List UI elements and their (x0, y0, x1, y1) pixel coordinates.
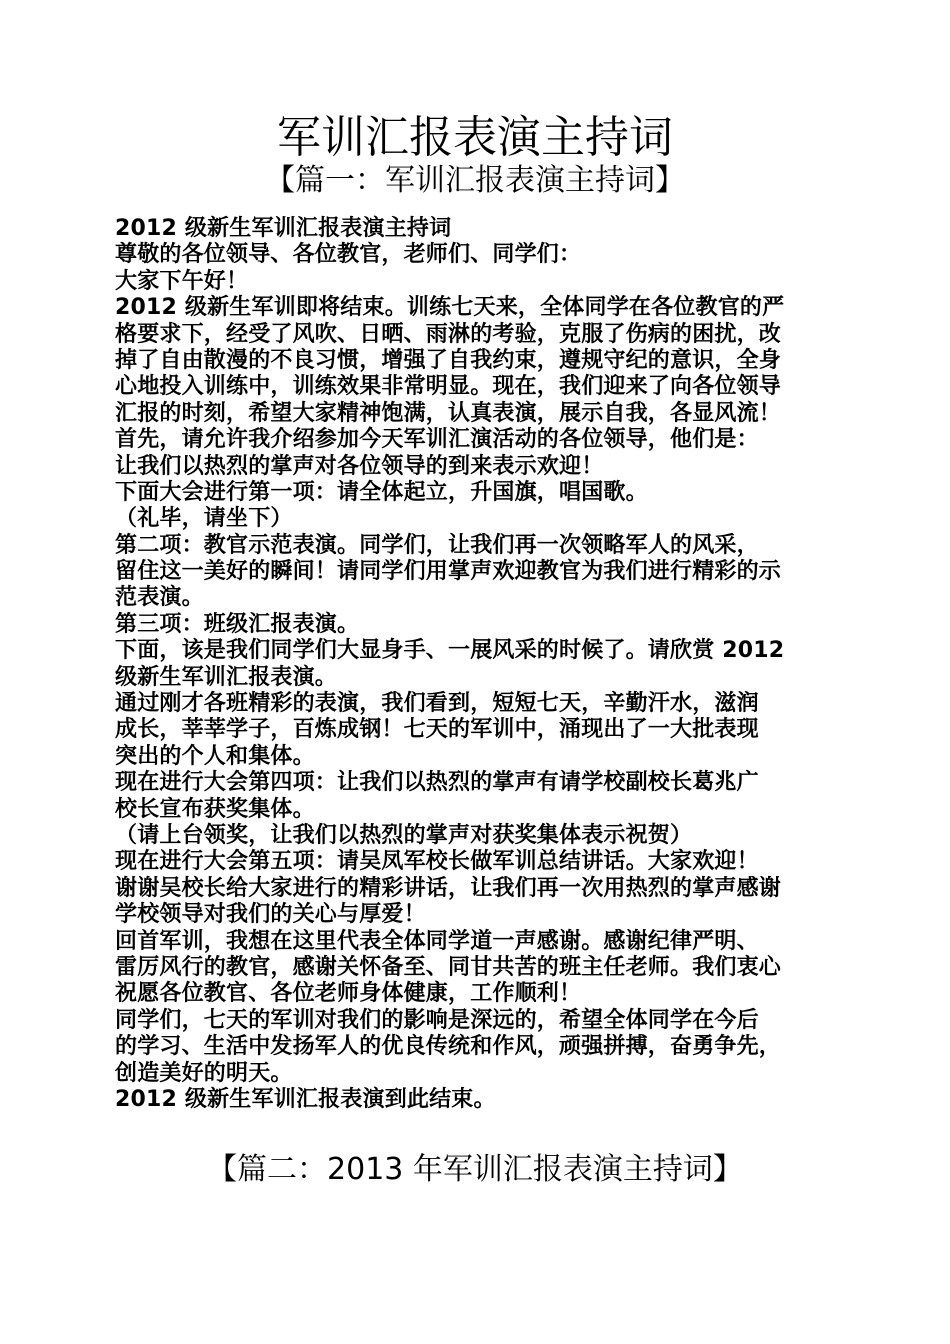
body-line: 2012 级新生军训汇报表演到此结束。 (115, 1086, 496, 1112)
body-line: 通过刚才各班精彩的表演，我们看到，短短七天，辛勤汗水，滋润 (115, 691, 759, 717)
body-line: 第三项：班级汇报表演。 (115, 611, 360, 637)
body-line: 范表演。 (115, 585, 204, 611)
body-line: 尊敬的各位领导、各位教官，老师们、同学们： (115, 242, 582, 268)
document-title: 军训汇报表演主持词 (277, 112, 673, 163)
body-line: 现在进行大会第四项：让我们以热烈的掌声有请学校副校长葛兆广 (115, 770, 759, 796)
body-line: 首先，请允许我介绍参加今天军训汇演活动的各位领导，他们是： (115, 427, 759, 453)
body-line: 心地投入训练中，训练效果非常明显。现在，我们迎来了向各位领导 (115, 374, 782, 400)
body-line: 现在进行大会第五项：请吴凤军校长做军训总结讲话。大家欢迎！ (115, 849, 759, 875)
body-line: 级新生军训汇报表演。 (115, 664, 338, 690)
body-line: 2012 级新生军训汇报表演主持词 (115, 216, 452, 241)
body-line: 祝愿各位教官、各位老师身体健康，工作顺利！ (115, 981, 582, 1007)
body-line: 下面大会进行第一项：请全体起立，升国旗，唱国歌。 (115, 479, 648, 505)
body-line: 学校领导对我们的关心与厚爱！ (115, 902, 426, 928)
body-line: 创造美好的明天。 (115, 1060, 293, 1086)
section-2-heading: 【篇二：2013 年军训汇报表演主持词】 (207, 1152, 743, 1187)
body-line: 大家下午好！ (115, 268, 249, 294)
document-body (115, 216, 840, 1113)
body-line: 格要求下，经受了风吹、日晒、雨淋的考验，克服了伤病的困扰，改 (115, 321, 782, 347)
body-line: 回首军训，我想在这里代表全体同学道一声感谢。感谢纪律严明、 (115, 928, 759, 954)
body-line: 谢谢吴校长给大家进行的精彩讲话，让我们再一次用热烈的掌声感谢 (115, 875, 782, 901)
body-line: 的学习、生活中发扬军人的优良传统和作风，顽强拼搏，奋勇争先， (115, 1034, 782, 1060)
body-line: 突出的个人和集体。 (115, 743, 315, 769)
body-line: 留住这一美好的瞬间！请同学们用掌声欢迎教官为我们进行精彩的示 (115, 559, 782, 585)
body-line: 校长宣布获奖集体。 (115, 796, 315, 822)
body-line: 第二项：教官示范表演。同学们，让我们再一次领略军人的风采， (115, 532, 759, 558)
body-line: 让我们以热烈的掌声对各位领导的到来表示欢迎！ (115, 453, 604, 479)
body-line: （礼毕，请坐下） (115, 506, 293, 532)
body-line: 成长，莘莘学子，百炼成钢！七天的军训中，涌现出了一大批表现 (115, 717, 759, 743)
body-line: 掉了自由散漫的不良习惯，增强了自我约束，遵规守纪的意识，全身 (115, 347, 782, 373)
body-line: 2012 级新生军训即将结束。训练七天来，全体同学在各位教官的严 (115, 295, 785, 321)
section-1-heading: 【篇一：军训汇报表演主持词】 (265, 163, 685, 198)
body-line: 汇报的时刻，希望大家精神饱满，认真表演，展示自我，各显风流！ (115, 400, 782, 426)
body-line: 下面，该是我们同学们大显身手、一展风采的时候了。请欣赏 2012 (115, 638, 785, 664)
body-line: （请上台领奖，让我们以热烈的掌声对获奖集体表示祝贺） (115, 822, 693, 848)
body-line: 同学们，七天的军训对我们的影响是深远的，希望全体同学在今后 (115, 1007, 759, 1033)
body-line: 雷厉风行的教官，感谢关怀备至、同甘共苦的班主任老师。我们衷心 (115, 954, 782, 980)
